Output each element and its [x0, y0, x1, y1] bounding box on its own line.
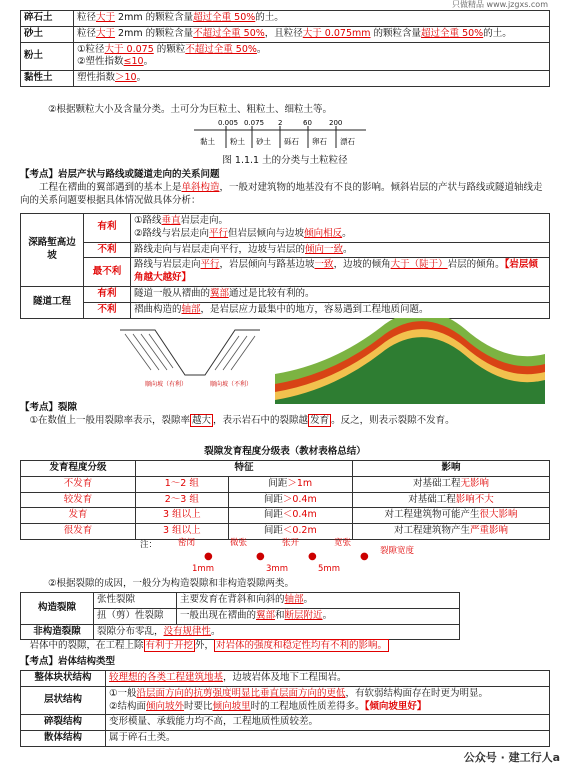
soil-table: [20, 10, 550, 87]
grain-intro: ②根据颗粒大小及含量分类。土可分为巨粒土、粗粒土、细粒土等。: [48, 104, 333, 115]
dot-icon: ●: [308, 551, 317, 562]
row-label: 层状结构: [21, 686, 106, 715]
table-row: [21, 258, 550, 287]
site-header: 只做精品 www.jzgxs.com: [451, 0, 548, 9]
soil-name: 碎石土: [21, 11, 74, 27]
effect-cell: 对基础工程影响不大: [353, 492, 550, 508]
note-prefix: 注：: [140, 540, 158, 550]
section-title: 【考点】裂隙: [20, 402, 78, 413]
table-row: [21, 686, 550, 715]
table-row: [21, 492, 550, 508]
sub-label: 张性裂隙: [94, 593, 177, 609]
tag-unfavorable: 不利: [84, 242, 131, 258]
structure-table: [20, 670, 550, 747]
cell-text: ①路线垂直岩层走向。 ②路线与岩层走向平行但岩层倾向与边坡倾向相反。: [131, 214, 550, 243]
paragraph: ②根据裂隙的成因，一般分为构造裂隙和非构造裂隙两类。: [48, 578, 295, 589]
note-label: 宽张: [334, 538, 352, 548]
fig-label: 顺向坡（不利）: [210, 381, 253, 388]
table-row: [21, 214, 550, 243]
groups-cell: 3 组以上: [136, 524, 229, 540]
sub-label: 扭（剪）性裂隙: [94, 608, 177, 624]
size-label: 3mm: [266, 564, 288, 574]
table-row: [21, 715, 550, 731]
note-right: 裂隙宽度: [380, 546, 415, 556]
level-cell: 很发育: [21, 524, 136, 540]
row-label: 散体结构: [21, 731, 106, 747]
grain-label: 黏土: [200, 137, 215, 146]
table-row: [21, 242, 550, 258]
dot-icon: ●: [204, 551, 213, 562]
grain-label: 漂石: [340, 137, 355, 146]
effect-cell: 对工程建筑物可能产生很大影响: [353, 508, 550, 524]
tick-label: 2: [278, 119, 283, 127]
spacing-cell: 间距＞1m: [228, 476, 352, 492]
tag-favorable: 有利: [84, 214, 131, 243]
cell-text: 一般出现在褶曲的翼部和断层附近。: [177, 608, 460, 624]
table-row: [21, 11, 550, 27]
cell-text: 较理想的各类工程建筑地基，边坡岩体及地下工程围岩。: [106, 671, 550, 687]
soil-name: 黏性土: [21, 71, 74, 87]
column-header: 特征: [136, 461, 353, 477]
soil-desc: 塑性指数＞10。: [74, 71, 550, 87]
tick-label: 60: [303, 119, 312, 127]
row-label: 构造裂隙: [21, 593, 94, 625]
paragraph: ①在数值上一般用裂隙率表示，裂隙率 越大 ，表示岩石中的裂隙越 发育 。反之，则表示裂隙不发育。: [29, 415, 455, 426]
spacing-cell: 间距＜0.4m: [228, 508, 352, 524]
note-row: [140, 538, 470, 574]
tick-label: 0.005: [218, 119, 239, 127]
cell-text: 属于碎石土类。: [106, 731, 550, 747]
groups-cell: 1～2 组: [136, 476, 229, 492]
groups-cell: 2～3 组: [136, 492, 229, 508]
effect-cell: 对基础工程无影响: [353, 476, 550, 492]
cell-text: 路线走向与岩层走向平行，边坡与岩层的倾向一致。: [131, 242, 550, 258]
tick-label: 200: [329, 119, 343, 127]
tick-label: 0.075: [244, 119, 265, 127]
note-label: 微张: [230, 538, 248, 548]
cell-text: 褶曲构造的轴部，是岩层应力最集中的地方，容易遇到工程地质问题。: [131, 302, 550, 318]
grain-label: 粉土: [230, 137, 245, 146]
cell-text: ①一般沿层面方向的抗剪强度明显比垂直层面方向的更低，有软弱结构面存在时更为明显。 ②结构面倾向坡外时要比倾向坡里时的工程地质性质差得多。【倾向坡里好】: [106, 686, 550, 715]
table-row: [21, 624, 460, 640]
column-header: 影响: [353, 461, 550, 477]
table-row: [21, 26, 550, 42]
effect-cell: 对工程建筑物产生严重影响: [353, 524, 550, 540]
row-label: 非构造裂隙: [21, 624, 94, 640]
tag-favorable: 有利: [84, 287, 131, 303]
dot-icon: ●: [360, 551, 369, 562]
table-row: [21, 287, 550, 303]
cell-text: 裂隙分布零乱，没有规律性。: [94, 624, 460, 640]
cell-text: 隧道一般从褶曲的翼部通过是比较有利的。: [131, 287, 550, 303]
table-row: [21, 671, 550, 687]
genesis-table: [20, 592, 460, 640]
soil-desc: 粒径大于 2mm 的颗粒含量不超过全重 50%，且粒径大于 0.075mm 的颗粒含量超过全重 50%的土。: [74, 26, 550, 42]
soil-desc: ①粒径大于 0.075 的颗粒不超过全重 50%。 ②塑性指数≤10。: [74, 42, 550, 71]
cell-text: 主要发育在背斜和向斜的轴部。: [177, 593, 460, 609]
size-label: 1mm: [192, 564, 214, 574]
spacing-cell: 间距＜0.2m: [228, 524, 352, 540]
cell-text: 路线与岩层走向平行，岩层倾向与路基边坡一致，边坡的倾角大于（陡于）岩层的倾角。【岩层倾角越大越好】: [131, 258, 550, 287]
column-header: 发育程度分级: [21, 461, 136, 477]
grain-label: 砾石: [284, 137, 299, 146]
header-row: [21, 461, 550, 477]
row-label: 隧道工程: [21, 287, 84, 319]
soil-desc: 粒径大于 2mm 的颗粒含量超过全重 50%的土。: [74, 11, 550, 27]
fold-figure: [275, 318, 545, 404]
grain-caption: 图 1.1.1 土的分类与土粒粒径: [222, 155, 348, 166]
row-label: 碎裂结构: [21, 715, 106, 731]
table-row: [21, 42, 550, 71]
row-label: 整体块状结构: [21, 671, 106, 687]
table-row: [21, 71, 550, 87]
table-title: 裂隙发育程度分级表（教材表格总结）: [204, 446, 366, 457]
road-cut-figure: [115, 320, 265, 398]
table-row: [21, 731, 550, 747]
size-label: 5mm: [318, 564, 340, 574]
fig-label: 顺向坡（有利）: [145, 381, 188, 388]
fracture-table: [20, 460, 550, 540]
note-label: 张开: [282, 538, 300, 548]
table-row: [21, 593, 460, 609]
cell-text: 变形模量、承载能力均不高，工程地质性质较差。: [106, 715, 550, 731]
level-cell: 不发育: [21, 476, 136, 492]
paragraph: 工程在褶曲的翼部遇到的基本上是单斜构造，一般对建筑物的地基没有不良的影响。倾斜岩层的产状与路线或隧道轴线走向的关系问题要根据具体情况做具体分析：: [20, 182, 543, 206]
tag-unfavorable: 不利: [84, 302, 131, 318]
footer-brand: 公众号 · 建工行人a: [463, 751, 560, 765]
soil-name: 砂土: [21, 26, 74, 42]
level-cell: 发育: [21, 508, 136, 524]
section-title: 【考点】岩层产状与路线或隧道走向的关系问题: [20, 169, 220, 180]
soil-name: 粉土: [21, 42, 74, 71]
table-row: [21, 508, 550, 524]
paragraph: 岩体中的裂隙，在工程上除 有利于开挖 外， 对岩体的强度和稳定性均有不利的影响。: [29, 640, 388, 651]
tag-worst: 最不利: [84, 258, 131, 287]
row-label: 深路堑高边坡: [21, 214, 84, 287]
grain-label: 砂土: [256, 137, 271, 146]
grain-size-figure: [190, 116, 370, 152]
spacing-cell: 间距＞0.4m: [228, 492, 352, 508]
orientation-table: [20, 213, 550, 319]
section-title: 【考点】岩体结构类型: [20, 656, 116, 667]
note-label: 密闭: [178, 538, 196, 548]
dot-icon: ●: [256, 551, 265, 562]
grain-label: 卵石: [312, 137, 327, 146]
table-row: [21, 476, 550, 492]
level-cell: 较发育: [21, 492, 136, 508]
groups-cell: 3 组以上: [136, 508, 229, 524]
table-row: [21, 302, 550, 318]
